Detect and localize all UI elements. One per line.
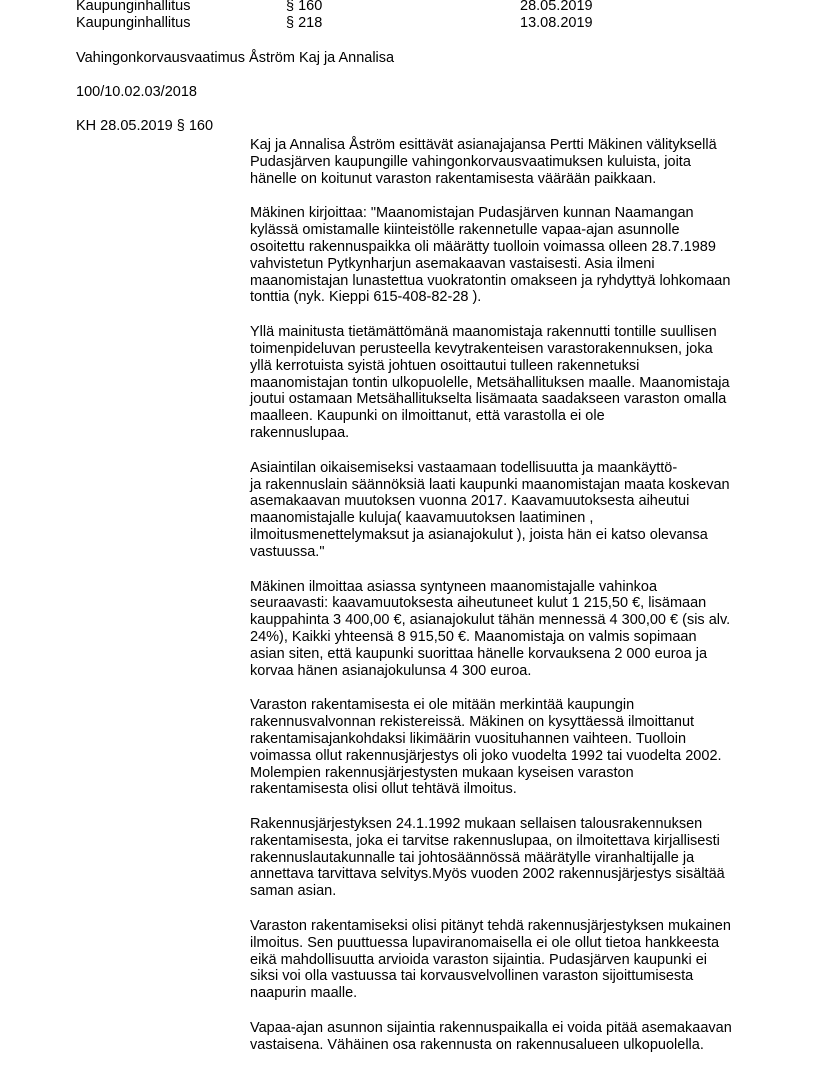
meeting-date: 28.05.2019 xyxy=(520,0,593,14)
body-name: Kaupunginhallitus xyxy=(76,0,191,14)
text-line: asemakaavan muutoksen vuonna 2017. Kaavamuutoksesta aiheutui xyxy=(250,493,690,510)
text-line: Yllä mainitusta tietämättömänä maanomistaja rakennutti tontille suullisen xyxy=(250,324,717,341)
text-line: korvaa hänen asianajokulunsa 4 300 euroa. xyxy=(250,662,532,679)
text-line: asian siten, että kaupunki suorittaa hänelle korvauksena 2 000 euroa ja xyxy=(250,645,708,662)
text-line: naapurin maalle. xyxy=(250,985,358,1002)
text-line: osoitettu rakennuspaikka oli määrätty tuolloin voimassa olleen 28.7.1989 xyxy=(250,238,716,255)
paragraph xyxy=(250,918,750,1002)
text-line: yllä kerrotuista syistä johtuen osoittautui tulleen rakennetuksi xyxy=(250,357,640,374)
text-line: joutui ostamaan Metsähallitukselta lisämaata saadakseen varaston omalla xyxy=(250,391,727,408)
text-line: Mäkinen ilmoittaa asiassa syntyneen maanomistajalle vahinkoa xyxy=(250,578,658,595)
text-line: Varaston rakentamiseksi olisi pitänyt tehdä rakennusjärjestyksen mukainen xyxy=(250,918,731,935)
text-line: rakentamisesta olisi ollut tehtävä ilmoitus. xyxy=(250,781,517,798)
text-line: eikä mahdollisuutta arvioida varaston sijaintia. Pudasjärven kaupunki ei xyxy=(250,951,708,968)
meeting-date: 13.08.2019 xyxy=(520,15,593,31)
paragraph xyxy=(250,324,750,442)
paragraph xyxy=(250,816,750,900)
text-line: hänelle on koitunut varaston rakentamisesta väärään paikkaan. xyxy=(250,170,657,187)
text-line: Molempien rakennusjärjestysten mukaan kyseisen varaston xyxy=(250,764,634,781)
text-line: Vapaa-ajan asunnon sijaintia rakennuspaikalla ei voida pitää asemakaavan xyxy=(250,1020,732,1037)
text-line: voimassa ollut rakennusjärjestys oli joko vuodelta 1992 tai vuodelta 2002. xyxy=(250,747,722,764)
text-line: 24%), Kaikki yhteensä 8 915,50 €. Maanomistaja on valmis sopimaan xyxy=(250,628,697,645)
text-line: ilmoitus. Sen puuttuessa lupaviranomaisella ei ole ollut tietoa hankkeesta xyxy=(250,934,720,951)
reference-number: 100/10.02.03/2018 xyxy=(76,84,197,100)
text-line: tonttia (nyk. Kieppi 615-408-82-28 ). xyxy=(250,289,482,306)
text-line: Asiaintilan oikaisemiseksi vastaamaan todellisuutta ja maankäyttö- xyxy=(250,459,678,476)
section-number: § 218 xyxy=(286,15,323,31)
paragraph xyxy=(250,579,750,680)
text-line: siksi voi olla vastuussa tai korvausvelvollinen varaston sijoittumisesta xyxy=(250,968,694,985)
text-line: maanomistajalle kuluja( kaavamuutoksen laatiminen , xyxy=(250,510,594,527)
text-line: maanomistajan tontin ulkopuolelle, Metsähallituksen maalle. Maanomistaja xyxy=(250,374,730,391)
section-number: § 160 xyxy=(286,0,323,14)
document-title: Vahingonkorvausvaatimus Åström Kaj ja Annalisa xyxy=(76,50,395,66)
text-line: vastaisena. Vähäinen osa rakennusta on rakennusalueen ulkopuolella. xyxy=(250,1036,704,1053)
header-row xyxy=(76,15,776,32)
text-line: rakennuslautakunnalle tai johtosäännössä määrätylle viranhaltijalle ja xyxy=(250,849,695,866)
text-line: ja rakennuslain säännöksiä laati kaupunki maanomistajan maata koskevan xyxy=(250,476,730,493)
text-line: rakennusvalvonnan rekistereissä. Mäkinen on kysyttäessä ilmoittanut xyxy=(250,714,695,731)
body-name: Kaupunginhallitus xyxy=(76,15,191,31)
text-line: toimenpideluvan perusteella kevytrakenteisen varastorakennuksen, joka xyxy=(250,340,713,357)
text-line: kylässä omistamalle kiinteistölle rakennetulle vapaa-ajan asunnolle xyxy=(250,222,680,239)
text-line: Kaj ja Annalisa Åström esittävät asianajajansa Pertti Mäkinen välityksellä xyxy=(250,137,717,153)
text-line: Pudasjärven kaupungille vahingonkorvausvaatimuksen kuluista, joita xyxy=(250,153,691,170)
paragraph xyxy=(250,460,750,561)
meeting-label: KH 28.05.2019 § 160 xyxy=(76,118,214,134)
text-line: rakennuslupaa. xyxy=(250,424,350,441)
text-line: vastuussa." xyxy=(250,543,325,560)
text-line: seuraavasti: kaavamuutoksesta aiheutuneet kulut 1 215,50 €, lisämaan xyxy=(250,595,707,612)
header-row xyxy=(76,0,776,15)
paragraph xyxy=(250,1020,750,1054)
text-line: maanomistajan lunastettua vuokratontin omakseen ja ryhdyttyä lohkomaan xyxy=(250,272,731,289)
text-line: annettava tarvittava selvitys.Myös vuoden 2002 rakennusjärjestys sisältää xyxy=(250,866,725,883)
text-line: saman asian. xyxy=(250,883,337,900)
text-line: Varaston rakentamisesta ei ole mitään merkintää kaupungin xyxy=(250,697,635,714)
text-line: rakentamisajankohdaksi likimäärin vuosituhannen vaihteen. Tuolloin xyxy=(250,730,687,747)
text-line: vahvistetun Pytkynharjun asemakaavan vastaisesti. Asia ilmeni xyxy=(250,255,655,272)
paragraph xyxy=(250,697,750,798)
text-line: rakentamisesta, joka ei tarvitse rakennuslupaa, on ilmoitettava kirjallisesti xyxy=(250,832,720,849)
text-line: kauppahinta 3 400,00 €, asianajokulut tähän mennessä 4 300,00 € (sis alv. xyxy=(250,612,731,629)
text-line: Mäkinen kirjoittaa: "Maanomistajan Pudasjärven kunnan Naamangan xyxy=(250,205,694,222)
paragraph xyxy=(250,137,750,187)
body-text xyxy=(250,137,750,1072)
text-line: maalleen. Kaupunki on ilmoittanut, että varastolla ei ole xyxy=(250,408,605,425)
text-line: ilmoitusmenettelymaksut ja asianajokulut ), joista hän ei katso olevansa xyxy=(250,526,708,543)
text-line: Rakennusjärjestyksen 24.1.1992 mukaan sellaisen talousrakennuksen xyxy=(250,816,703,833)
paragraph xyxy=(250,205,750,306)
